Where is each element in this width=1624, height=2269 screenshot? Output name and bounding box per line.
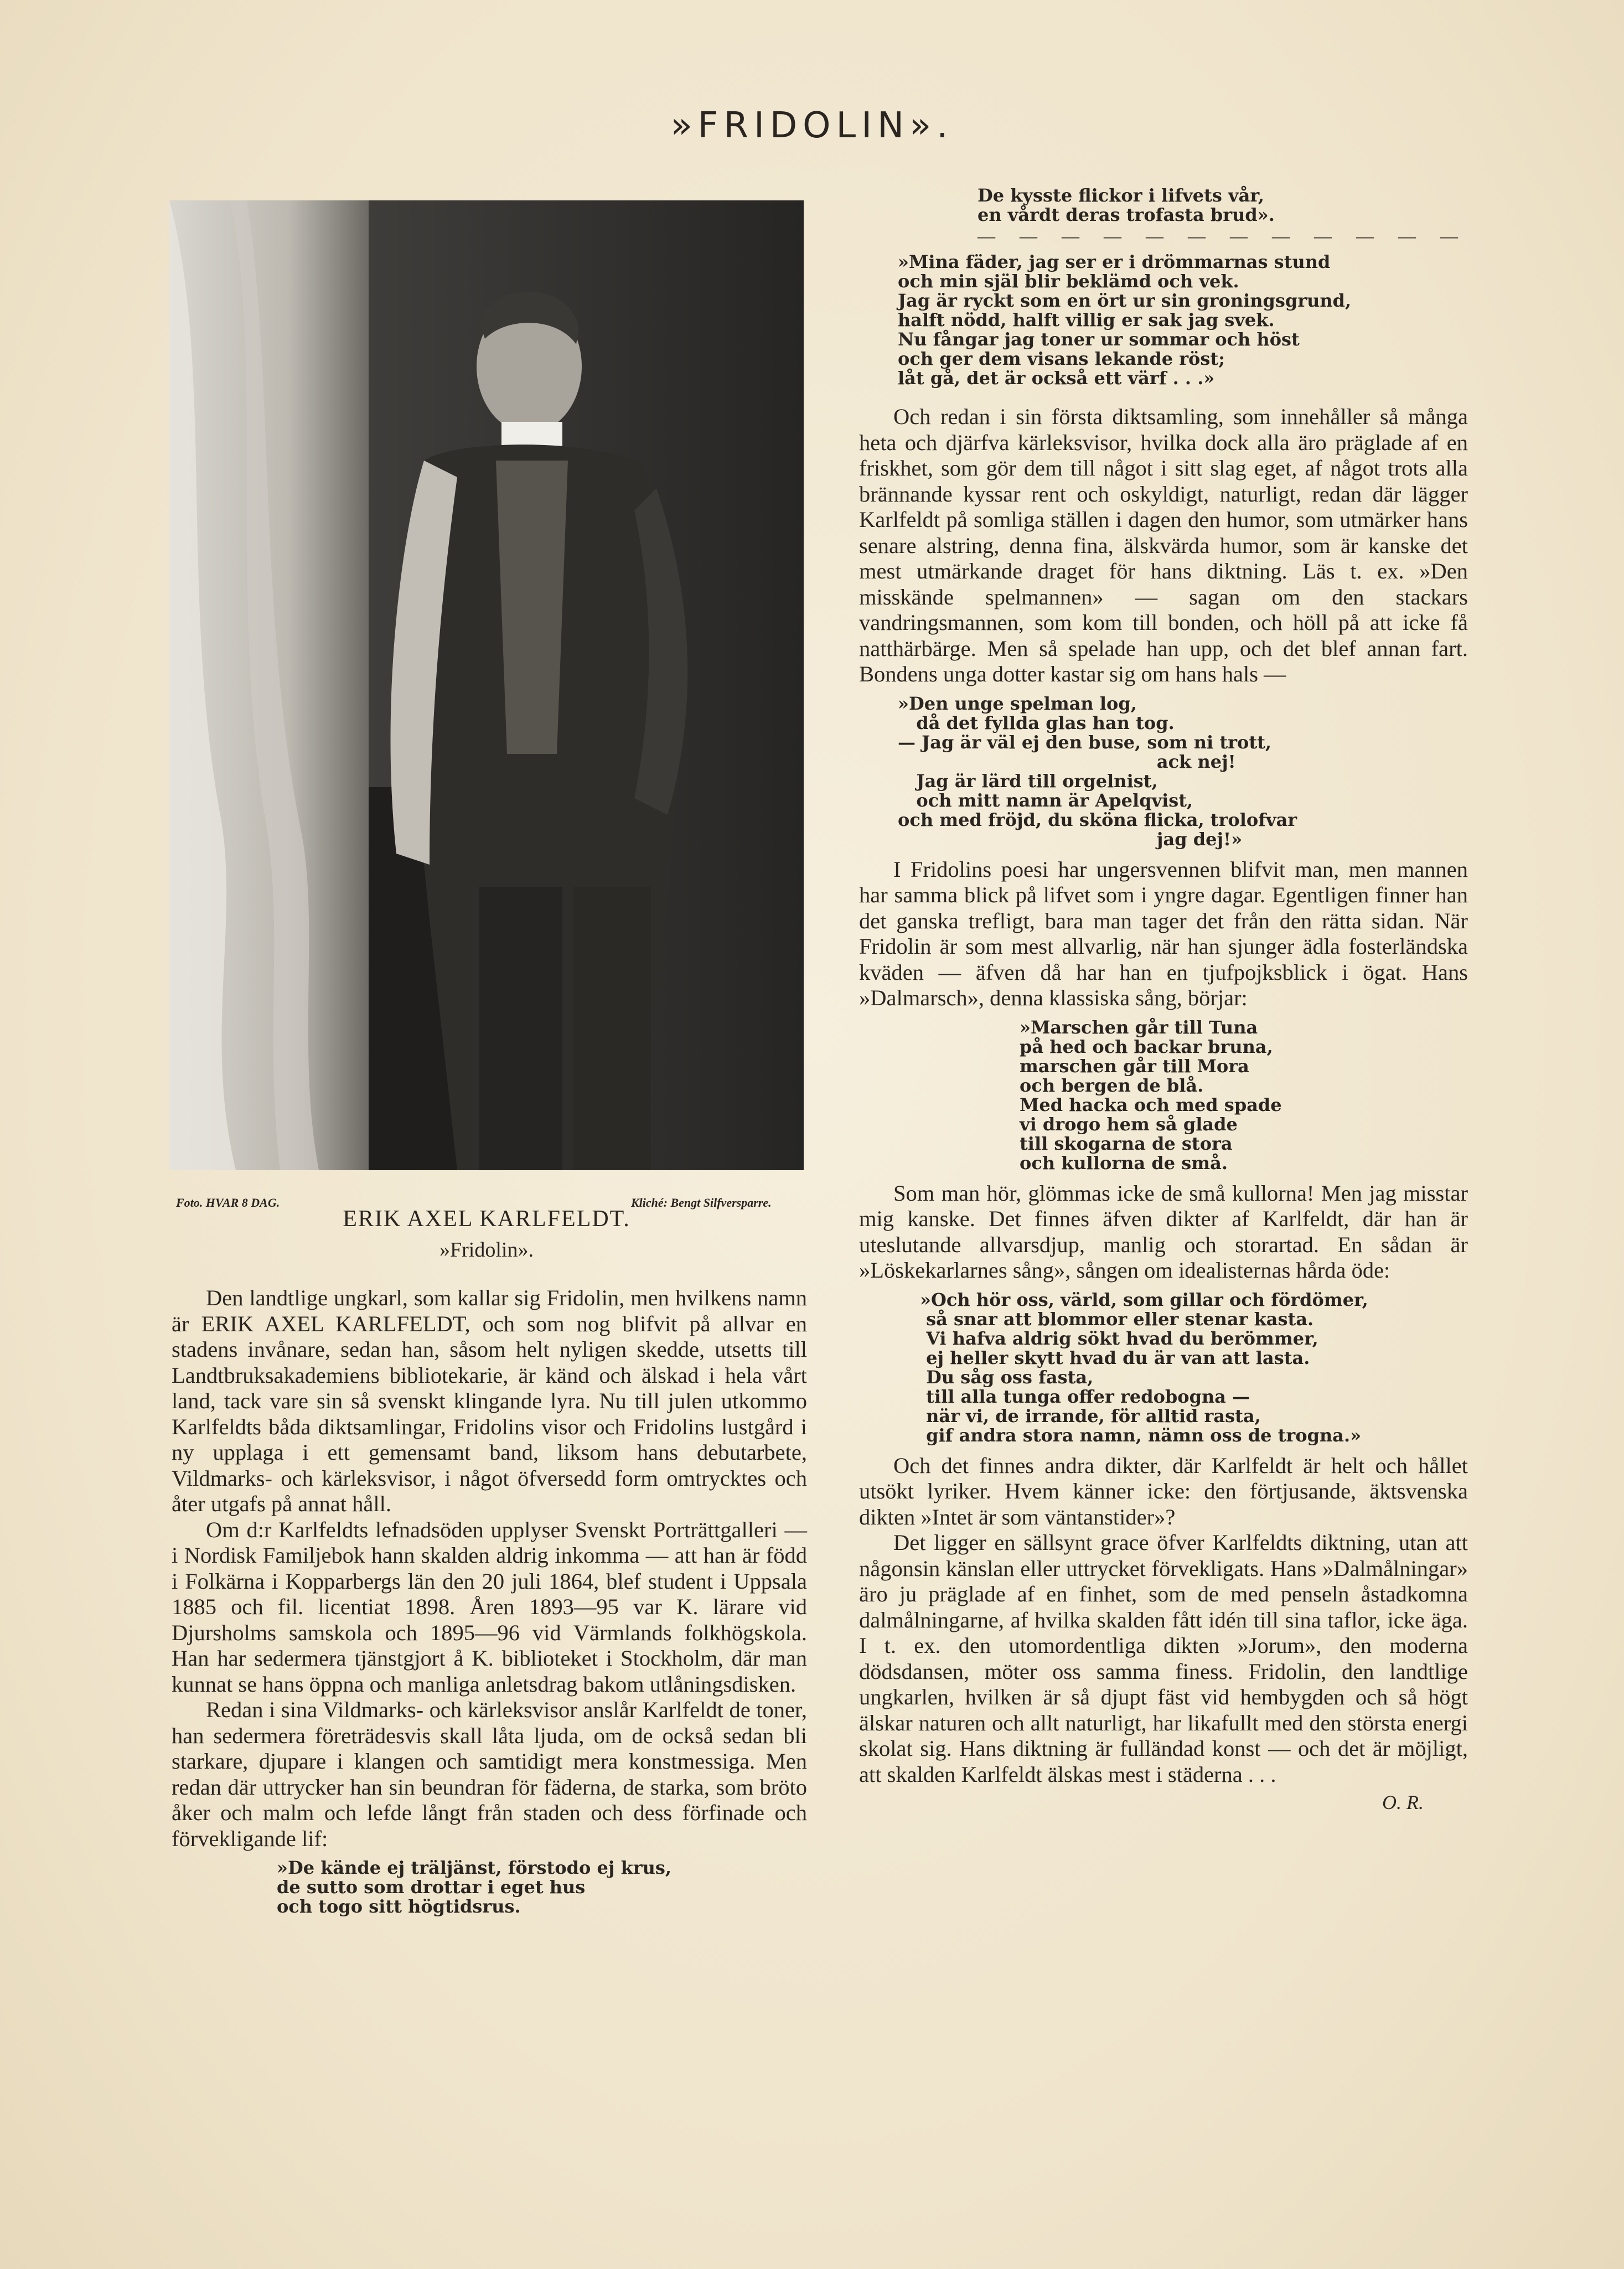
poem-excerpt: »De kände ej träljänst, förstodo ej krus, de sutto som drottar i eget hus och togo sitt högtidsrus.: [277, 1857, 672, 1917]
portrait-caption-name: ERIK AXEL KARLFELDT.: [343, 1206, 630, 1232]
portrait-image: [169, 200, 804, 1170]
separator-dashes: — — — — — — — — — — — —: [977, 226, 1468, 246]
poem-excerpt: »Marschen går till Tuna på hed och backar bruna, marschen går till Mora och bergen de blå. Med hacka och med spade vi drogo hem så glade till skogarna de stora och kullorna de små.: [1020, 1016, 1282, 1174]
paragraph: Redan i sina Vildmarks- och kärleksvisor anslår Karlfeldt de toner, han sedermera företrädesvis skall låta ljuda, om de också sedan bli starkare, djupare i klangen och samtidigt mera konstmessiga. Men redan där uttrycker han sin beundran för fäderna, de starka, som bröto åker och malm och lefde långt från staden och dess förfinade och förvekligande lif:: [172, 1697, 807, 1851]
portrait-photo: [169, 200, 804, 1170]
poem-excerpt: »Den unge spelman log, då det fyllda glas han tog. — Jag är väl ej den buse, som ni trott, ack nej! Jag är lärd till orgelnist, och mitt namn är Apelqvist, och med fröjd, du sköna flicka, trolofvar jag dej!»: [898, 692, 1297, 850]
poem-excerpt: »Och hör oss, värld, som gillar och fördömer, så snar att blommor eller stenar kasta. Vi hafva aldrig sökt hvad du berömmer, ej heller skytt hvad du är van att lasta. Du såg oss fasta, till alla tunga offer redobogna — när vi, de irrande, för alltid rasta, gif andra stora namn, nämn oss de trogna.»: [920, 1289, 1368, 1446]
paragraph: Den landtlige ungkarl, som kallar sig Fridolin, men hvilkens namn är ERIK AXEL KARLFELDT, och som nog blifvit på allvar en stadens invånare, sedan han, såsom helt nyligen skedde, utsetts till Landtbruksakademiens bibliotekarie, är känd och älskad i hela vårt land, tack vare sin så svenskt klingande lyra. Nu till julen utkommo Karlfeldts båda diktsamlingar, Fridolins visor och Fridolins lustgård i ny upplaga i ett gemensamt band, liksom hans debutarbete, Vildmarks- och kärleksvisor, i något öfversedd form omtrycktes och åter utgafs på annat håll.: [172, 1285, 807, 1516]
paragraph: Om d:r Karlfeldts lefnadsöden upplyser Svenskt Porträttgalleri — i Nordisk Familjebok hann skalden aldrig inkomma — att han är född i Folkärna i Kopparbergs län den 20 juli 1864, blef student i Uppsala 1885 och fil. licentiat 1898. Åren 1893—95 var K. lärare vid Djursholms samskola och 1895—96 vid Värmlands folkhögskola. Han har sedermera tjänstgjort å K. biblioteket i Stockholm, där man kunnat se hans öppna och manliga anletsdrag bakom utlåningsdisken.: [172, 1517, 807, 1697]
paragraph: Det ligger en sällsynt grace öfver Karlfeldts diktning, utan att någonsin känslan eller uttrycket förvekligats. Hans »Dalmålningar» äro ju präglade af en finhet, som de med penseln åstadkomna dalmålningarne, af hvilka skalden fått idén till sina taflor, icke äga. I t. ex. den utomordentliga dikten »Jorum», den moderna dödsdansen, möter oss samma finess. Fridolin, den landtlige ungkarlen, hvilken är så djupt fäst vid hembygden och så högt älskar naturen och allt naturligt, har likafullt med den största energi skolat sig. Hans diktning är fulländad konst — och det är möjligt, att skalden Karlfeldt älskas mest i städerna . . .: [859, 1530, 1468, 1787]
cliche-credit: Kliché: Bengt Silfversparre.: [631, 1196, 772, 1210]
signature: O. R.: [1382, 1791, 1424, 1813]
paragraph: Som man hör, glömmas icke de små kullorna! Men jag misstar mig kanske. Det finnes äfven dikter af Karlfeldt, där han är uteslutande allvarsdjup, manlig och storartad. En sådan är »Löskekarlarnes sång», sången om idealisternas hårda öde:: [859, 1180, 1468, 1283]
poem-excerpt-fathers: »Mina fäder, jag ser er i drömmarnas stund och min själ blir beklämd och vek. Jag är ryckt som en ört ur sin groningsgrund, halft nödd, halft villig er sak jag svek. Nu fångar jag toner ur sommar och höst och ger dem visans lekande röst; låt gå, det är också ett värf . . .»: [898, 251, 1352, 389]
right-column: [859, 404, 1468, 1816]
paragraph: I Fridolins poesi har ungersvennen blifvit man, men mannen har samma blick på lifvet som i yngre dagar. Egentligen finner han det ganska trefligt, bara man tager det från den rätta sidan. När Fridolin är som mest allvarlig, när han sjunger ädla fosterländska kväden — äfven då har han en tjufpojksblick i ögat. Hans »Dalmarsch», denna klassiska sång, börjar:: [859, 856, 1468, 1010]
photo-credit: Foto. HVAR 8 DAG.: [176, 1196, 280, 1210]
paragraph: Och redan i sin första diktsamling, som innehåller så många heta och djärfva kärleksvisor, hvilka dock alla äro präglade af en friskhet, som gör dem till något i sitt slag eget, af något trots alla brännande kyssar rent och oskyldigt, naturligt, redan där lägger Karlfeldt på somliga ställen i dagen den humor, som utmärker hans senare alstring, denna fina, älskvärda humor, som är kanske det mest utmärkande draget för hans diktning. Läs t. ex. »Den misskände spelmannen» — sagan om den stackars vandringsmannen, som kom till bonden, och höll på att icke få natthärbärge. Men så spelade han upp, och det blef annan fart. Bondens unga dotter kastar sig om hans hals —: [859, 404, 1468, 686]
poem-excerpt-top: De kysste flickor i lifvets vår, en vårdt deras trofasta brud».: [977, 185, 1275, 225]
left-column: [172, 1285, 807, 1924]
page-title: »FRIDOLIN».: [670, 105, 954, 146]
portrait-caption-sub: »Fridolin».: [439, 1238, 534, 1262]
paragraph: Och det finnes andra dikter, där Karlfeldt är helt och hållet utsökt lyriker. Hvem känner icke: den förtjusande, äktsvenska dikten »Intet är som väntanstider»?: [859, 1453, 1468, 1529]
